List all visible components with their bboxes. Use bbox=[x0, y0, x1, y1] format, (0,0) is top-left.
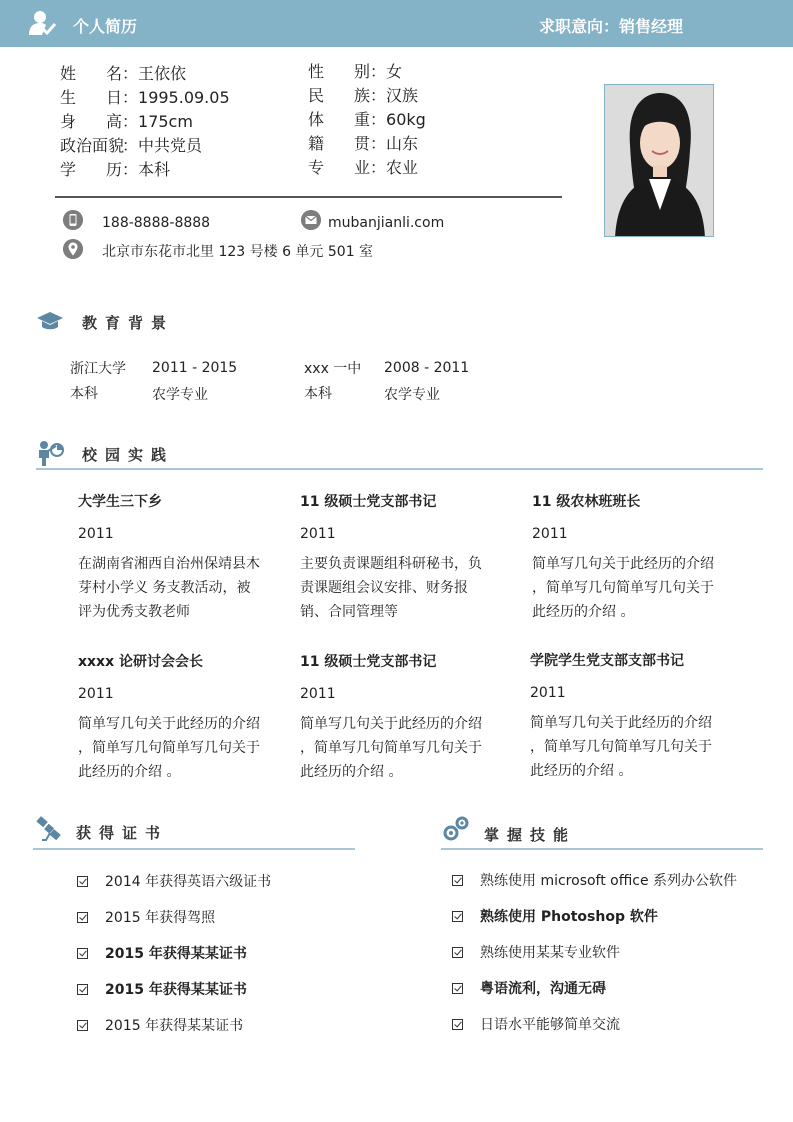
profile-photo bbox=[604, 84, 714, 237]
mail-icon bbox=[301, 210, 321, 230]
header-bar bbox=[0, 0, 793, 47]
presenter-icon bbox=[36, 440, 64, 466]
practice-item-year: 2011 bbox=[300, 526, 336, 542]
edu-major-1: 农学专业 bbox=[152, 387, 208, 403]
checkbox-icon bbox=[452, 875, 463, 886]
info-value: 女 bbox=[386, 62, 403, 81]
info-value: 中共党员 bbox=[138, 136, 203, 155]
info-sep bbox=[370, 134, 386, 153]
edu-years-1: 2011 - 2015 bbox=[152, 360, 238, 376]
info-weight bbox=[308, 110, 426, 130]
checkbox-icon bbox=[77, 1020, 88, 1031]
practice-item-title: 大学生三下乡 bbox=[78, 494, 162, 510]
skill-text: 熟练使用某某专业软件 bbox=[480, 945, 620, 961]
practice-item-desc: 在湖南省湘西自治州保靖县木芽村小学义 务支教活动，被评为优秀支教老师 bbox=[78, 556, 260, 620]
satellite-icon bbox=[36, 816, 64, 842]
certificate-text: 2015 年获得某某证书 bbox=[105, 982, 247, 998]
phone-number: 188-8888-8888 bbox=[102, 215, 211, 231]
practice-item-desc: 简单写几句关于此经历的介绍 ，简单写几句简单写几句关于此经历的介绍 。 bbox=[78, 716, 260, 780]
certificates-header bbox=[36, 816, 236, 842]
info-hometown bbox=[308, 134, 418, 154]
practice-title: 校园实践 bbox=[82, 446, 175, 464]
checkbox-icon bbox=[77, 876, 88, 887]
info-label: 生日 bbox=[60, 88, 122, 107]
info-height bbox=[60, 112, 193, 132]
job-intent bbox=[539, 14, 683, 37]
practice-item-title: 11 级硕士党支部书记 bbox=[300, 654, 437, 670]
edu-degree-1: 本科 bbox=[70, 386, 98, 402]
practice-item bbox=[532, 492, 717, 624]
certificate-text: 2015 年获得某某证书 bbox=[105, 1018, 244, 1034]
checkbox-icon bbox=[452, 911, 463, 922]
user-check-icon bbox=[28, 9, 56, 37]
info-sep bbox=[370, 158, 386, 177]
job-intent-value: 销售经理 bbox=[619, 17, 684, 36]
practice-header bbox=[36, 440, 236, 466]
resume-title: 个人简历 bbox=[73, 17, 138, 36]
info-value: 农业 bbox=[386, 158, 419, 177]
portrait-illustration bbox=[605, 85, 714, 237]
info-gender bbox=[308, 62, 402, 82]
certificate-text: 2015 年获得某某证书 bbox=[105, 946, 247, 962]
certificate-text: 2014 年获得英语六级证书 bbox=[105, 874, 272, 890]
education-header bbox=[36, 308, 236, 334]
practice-item-year: 2011 bbox=[300, 686, 336, 702]
checkbox-icon bbox=[77, 984, 88, 995]
info-sep bbox=[122, 160, 138, 179]
info-value: 本科 bbox=[138, 160, 171, 179]
info-sep bbox=[122, 112, 138, 131]
skills-line bbox=[441, 848, 763, 850]
skills-title: 掌握技能 bbox=[484, 826, 577, 844]
info-label: 性别 bbox=[308, 62, 370, 81]
info-label: 身高 bbox=[60, 112, 122, 131]
info-divider bbox=[55, 196, 562, 198]
skill-text: 日语水平能够简单交流 bbox=[480, 1017, 620, 1033]
edu-school-2: xxx 一中 bbox=[304, 361, 362, 377]
info-label: 专业 bbox=[308, 158, 370, 177]
edu-school-1: 浙江大学 bbox=[70, 361, 126, 377]
info-value: 山东 bbox=[386, 134, 419, 153]
checkbox-icon bbox=[452, 983, 463, 994]
info-education bbox=[60, 160, 170, 180]
skills-header bbox=[442, 816, 642, 842]
checkbox-icon bbox=[77, 948, 88, 959]
email-address: mubanjianli.com bbox=[328, 215, 445, 231]
practice-item-desc: 简单写几句关于此经历的介绍 ，简单写几句简单写几句关于此经历的介绍 。 bbox=[530, 715, 712, 779]
info-value: 1995.09.05 bbox=[138, 88, 230, 107]
practice-item-desc: 简单写几句关于此经历的介绍 ，简单写几句简单写几句关于此经历的介绍 。 bbox=[300, 716, 482, 780]
practice-item-year: 2011 bbox=[78, 686, 114, 702]
info-label: 民族 bbox=[308, 86, 370, 105]
info-value: 汉族 bbox=[386, 86, 419, 105]
practice-item bbox=[530, 651, 715, 783]
practice-item bbox=[300, 652, 485, 784]
checkbox-icon bbox=[77, 912, 88, 923]
graduation-cap-icon bbox=[36, 308, 64, 334]
skill-text: 熟练使用 microsoft office 系列办公软件 bbox=[480, 873, 738, 889]
phone-icon bbox=[63, 210, 83, 230]
checkbox-icon bbox=[452, 1019, 463, 1030]
info-label: 政治面貌 bbox=[60, 136, 125, 155]
info-value: 175cm bbox=[138, 112, 193, 131]
info-sep bbox=[122, 136, 138, 155]
info-sep bbox=[370, 110, 386, 129]
edu-major-2: 农学专业 bbox=[384, 387, 440, 403]
skill-text: 熟练使用 Photoshop 软件 bbox=[480, 909, 658, 925]
info-label: 学历 bbox=[60, 160, 122, 179]
practice-item bbox=[300, 492, 485, 624]
certificates-title: 获得证书 bbox=[76, 824, 169, 842]
practice-item-desc: 主要负责课题组科研秘书，负责课题组会议安排、财务报销、合同管理等 bbox=[300, 556, 482, 620]
info-value: 60kg bbox=[386, 110, 426, 129]
practice-item bbox=[78, 652, 263, 784]
education-title: 教育背景 bbox=[82, 314, 175, 332]
info-sep bbox=[122, 88, 138, 107]
info-label: 姓名 bbox=[60, 64, 122, 83]
home-address: 北京市东花市北里 123 号楼 6 单元 501 室 bbox=[102, 244, 374, 260]
practice-item-year: 2011 bbox=[530, 685, 566, 701]
info-label: 体重 bbox=[308, 110, 370, 129]
practice-item-desc: 简单写几句关于此经历的介绍 ，简单写几句简单写几句关于此经历的介绍 。 bbox=[532, 556, 714, 620]
info-ethnicity bbox=[308, 86, 418, 106]
skill-text: 粤语流利，沟通无碍 bbox=[480, 981, 606, 997]
gears-icon bbox=[442, 816, 470, 842]
location-pin-icon bbox=[63, 239, 83, 259]
practice-item-title: xxxx 论研讨会会长 bbox=[78, 654, 203, 670]
checkbox-icon bbox=[452, 947, 463, 958]
edu-years-2: 2008 - 2011 bbox=[384, 360, 470, 376]
info-name bbox=[60, 64, 186, 84]
info-sep bbox=[370, 86, 386, 105]
info-sep bbox=[122, 64, 138, 83]
info-value: 王依依 bbox=[138, 64, 187, 83]
info-sep bbox=[370, 62, 386, 81]
info-birthday bbox=[60, 88, 230, 108]
practice-item-title: 11 级农林班班长 bbox=[532, 494, 641, 510]
practice-line bbox=[36, 468, 763, 470]
practice-item-year: 2011 bbox=[532, 526, 568, 542]
practice-item-title: 学院学生党支部支部书记 bbox=[530, 653, 684, 669]
info-major bbox=[308, 158, 418, 178]
info-political bbox=[60, 136, 202, 156]
info-label: 籍贯 bbox=[308, 134, 370, 153]
edu-degree-2: 本科 bbox=[304, 386, 332, 402]
practice-item bbox=[78, 492, 263, 624]
practice-item-year: 2011 bbox=[78, 526, 114, 542]
practice-item-title: 11 级硕士党支部书记 bbox=[300, 494, 437, 510]
certificates-line bbox=[33, 848, 355, 850]
certificate-text: 2015 年获得驾照 bbox=[105, 910, 216, 926]
job-intent-label: 求职意向 ： bbox=[539, 17, 619, 36]
